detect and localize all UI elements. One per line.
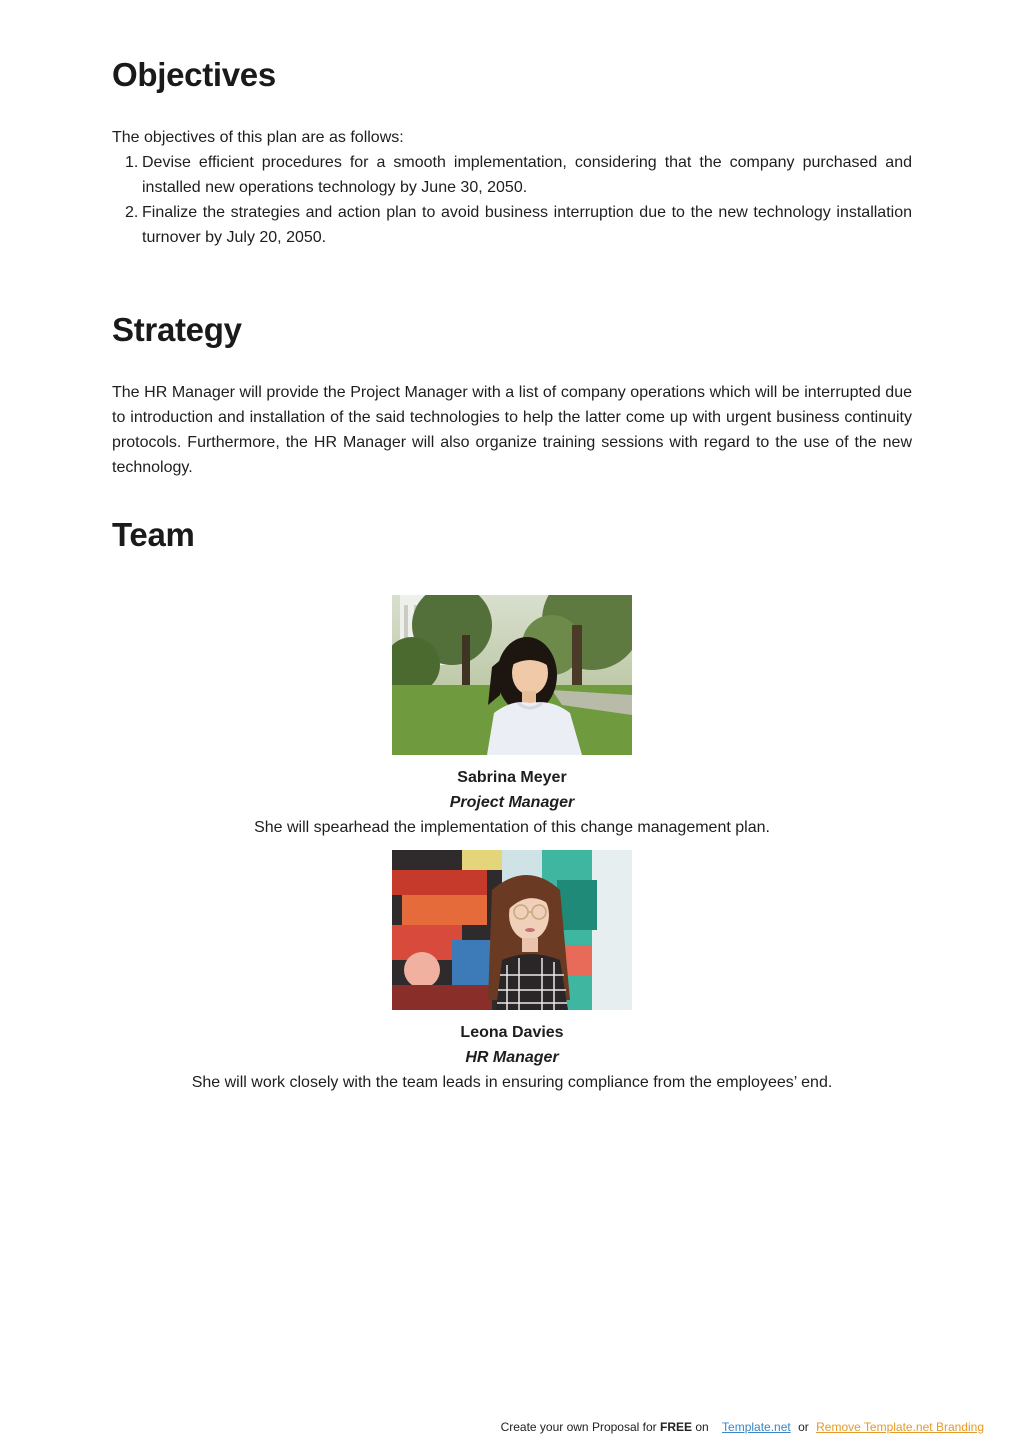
member-name: Leona Davies: [460, 1024, 564, 1041]
strategy-heading: Strategy: [112, 311, 242, 348]
footer-or: or: [798, 1420, 809, 1434]
objectives-heading: Objectives: [112, 56, 276, 93]
list-item-text: Finalize the strategies and action plan to avoid business interruption due to the new technology installation turnover by July 20, 2050.: [142, 204, 912, 246]
member-photo: [392, 850, 632, 1010]
remove-branding-link[interactable]: Remove Template.net Branding: [816, 1420, 984, 1434]
member-photo-image: [392, 850, 632, 1010]
list-item-number: 2.: [125, 204, 139, 221]
footer-prefix: Create your own Proposal for: [500, 1420, 660, 1434]
strategy-body: The HR Manager will provide the Project Manager with a list of company operations which will be interrupted due to introduction and installation of the said technologies to help the latter come up with urgent business continuity protocols. Furthermore, the HR Manager will also organize training sessions with regard to the use of the new technology.: [112, 384, 912, 476]
footer-free: FREE: [659, 1420, 692, 1434]
branding-footer: [501, 1419, 984, 1435]
team-member-card: [112, 595, 912, 840]
member-role: Project Manager: [449, 794, 575, 811]
objectives-list: [112, 150, 912, 250]
list-item-number: 1.: [125, 154, 139, 171]
team-member-card: [112, 850, 912, 1095]
member-description: She will spearhead the implementation of this change management plan.: [254, 819, 770, 836]
footer-on: on: [692, 1420, 709, 1434]
member-description: She will work closely with the team leads in ensuring compliance from the employees’ end.: [191, 1074, 833, 1091]
list-item-text: Devise efficient procedures for a smooth implementation, considering that the company purchased and installed new operations technology by June 30, 2050.: [142, 154, 912, 196]
member-photo-image: [392, 595, 632, 755]
team-heading: Team: [112, 516, 195, 553]
objectives-intro: The objectives of this plan are as follows:: [112, 129, 404, 146]
list-item: [112, 200, 912, 250]
member-name: Sabrina Meyer: [457, 769, 567, 786]
member-photo: [392, 595, 632, 755]
list-item: [112, 150, 912, 200]
template-net-link[interactable]: Template.net: [722, 1420, 791, 1434]
member-role: HR Manager: [465, 1049, 559, 1066]
